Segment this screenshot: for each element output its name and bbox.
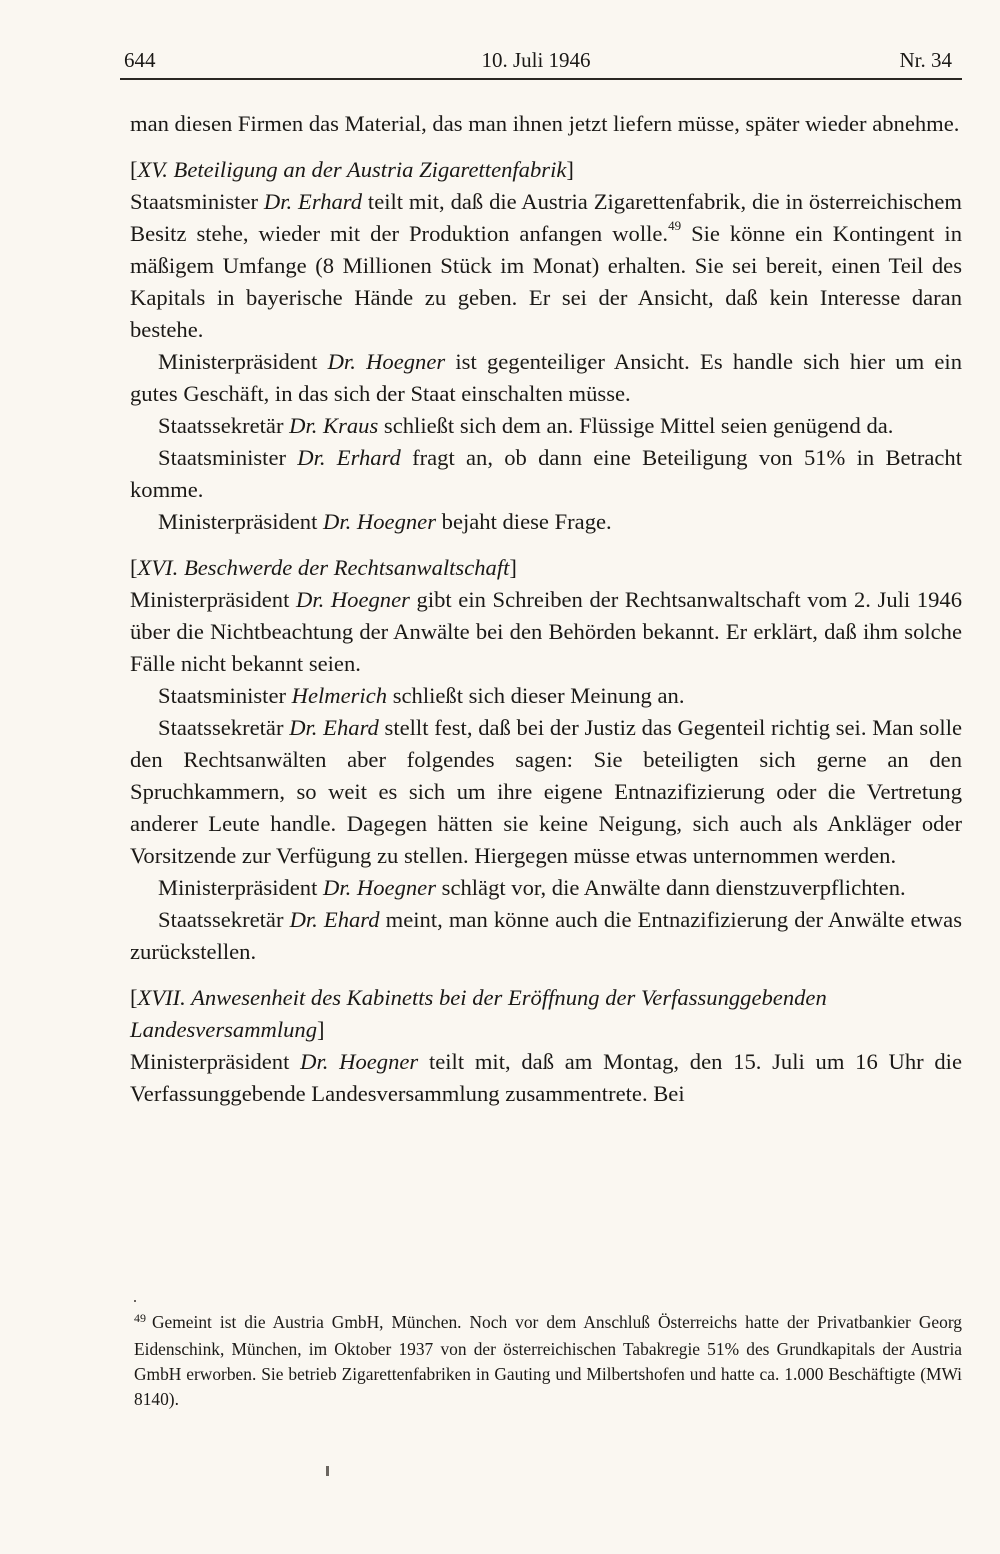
section-heading-xvi (130, 552, 962, 584)
running-head (120, 44, 952, 72)
bracket-close: ] (566, 157, 574, 182)
page-number: 644 (124, 48, 156, 72)
paragraph: Ministerpräsident Dr. Hoegner teilt mit, daß am Montag, den 15. Juli um 16 Uhr die Verfassunggebende Landesversammlung zusammentrete. Bei (130, 1049, 962, 1106)
speaker-name: Dr. Hoegner (296, 587, 410, 612)
paragraph: Ministerpräsident Dr. Hoegner bejaht diese Frage. (158, 509, 612, 534)
paragraph: Ministerpräsident Dr. Hoegner gibt ein Schreiben der Rechtsanwaltschaft vom 2. Juli 1946 über die Nichtbeachtung der Anwälte bei den Behörden bekannt. Er erklärt, daß ihm solche Fälle nicht bekannt seien. (130, 587, 962, 676)
main-text (130, 108, 962, 1110)
paragraph: Staatssekretär Dr. Ehard meint, man könne auch die Entnazifizierung der Anwälte etwas zurückstellen. (130, 907, 962, 964)
paragraph: Staatsminister Dr. Erhard teilt mit, daß die Austria Zigarettenfabrik, die in österreichischem Besitz stehe, wieder mit der Produktion anfangen wolle.$^{49}$ Sie könne ein Kontingent in mäßigem Umfange (8 Millionen Stück im Monat) erhalten. Sie sei bereit, einen Teil des Kapitals in bayerische Hände zu geben. Er sei der Ansicht, daß kein Interesse daran bestehe. (130, 189, 962, 342)
paragraph: Staatsminister Helmerich schließt sich dieser Meinung an. (158, 683, 685, 708)
header-rule (120, 78, 962, 80)
speaker-name: Dr. Kraus (289, 413, 379, 438)
bracket-close: ] (317, 1017, 325, 1042)
speaker-name: Dr. Ehard (289, 907, 380, 932)
print-speck (326, 1466, 329, 1476)
bracket-open: [ (130, 985, 138, 1010)
bracket-open: [ (130, 555, 138, 580)
section-heading-xv (130, 154, 962, 186)
paragraph: Staatssekretär Dr. Kraus schließt sich dem an. Flüssige Mittel seien genügend da. (158, 413, 894, 438)
header-date: 10. Juli 1946 (481, 48, 591, 72)
speaker-name: Helmerich (291, 683, 388, 708)
speaker-name: Dr. Hoegner (327, 349, 446, 374)
bracket-close: ] (509, 555, 517, 580)
speaker-name: Dr. Erhard (297, 445, 401, 470)
paragraph: Ministerpräsident Dr. Hoegner schlägt vor, die Anwälte dann dienstzuverpflichten. (158, 875, 906, 900)
heading-text: XVI. Beschwerde der Rechtsanwaltschaft (137, 555, 510, 580)
footnote-ref[interactable]: 49 (668, 218, 682, 234)
heading-text: XVII. Anwesenheit des Kabinetts bei der Eröffnung der Verfassunggebenden Landesversammlung (130, 985, 827, 1042)
footnote (134, 1310, 962, 1412)
footnote-text: Gemeint ist die Austria GmbH, München. Noch vor dem Anschluß Österreichs hatte der Privatbankier Georg Eidenschink, München, im Oktober 1937 von der österreichischen Tabakregie 51% des Grundkapitals der Austria GmbH erworben. Sie betrieb Zigarettenfabriken in Gauting und Milbertshofen und hatte ca. 1.000 Beschäftigte (MWi 8140). (134, 1312, 962, 1409)
heading-text: XV. Beteiligung an der Austria Zigarettenfabrik (137, 157, 567, 182)
footnote-separator (134, 1300, 136, 1302)
speaker-name: Dr. Hoegner (323, 875, 436, 900)
speaker-name: Dr. Erhard (263, 189, 363, 214)
speaker-name: Dr. Ehard (289, 715, 379, 740)
speaker-name: Dr. Hoegner (323, 509, 436, 534)
document-number: Nr. 34 (899, 48, 952, 72)
paragraph: Staatsminister Dr. Erhard fragt an, ob dann eine Beteiligung von 51% in Betracht komme. (130, 445, 962, 502)
paragraph: Ministerpräsident Dr. Hoegner ist gegenteiliger Ansicht. Es handle sich hier um ein gutes Geschäft, in das sich der Staat einschalten müsse. (130, 349, 962, 406)
speaker-name: Dr. Hoegner (300, 1049, 419, 1074)
footnote-number: 49 (134, 1311, 146, 1325)
paragraph-continuation: man diesen Firmen das Material, das man ihnen jetzt liefern müsse, später wieder abnehme. (130, 111, 960, 136)
section-heading-xvii (130, 982, 962, 1046)
bracket-open: [ (130, 157, 138, 182)
paragraph: Staatssekretär Dr. Ehard stellt fest, daß bei der Justiz das Gegenteil richtig sei. Man solle den Rechtsanwälten aber folgendes sagen: Sie beteiligten sich gerne an den Spruchkammern, so weit es sich um ihre eigene Entnazifizierung oder die Vertretung anderer Leute handle. Dagegen hätten sie keine Neigung, sich auch als Ankläger oder Vorsitzende zur Verfügung zu stellen. Hiergegen müsse etwas unternommen werden. (130, 715, 962, 868)
